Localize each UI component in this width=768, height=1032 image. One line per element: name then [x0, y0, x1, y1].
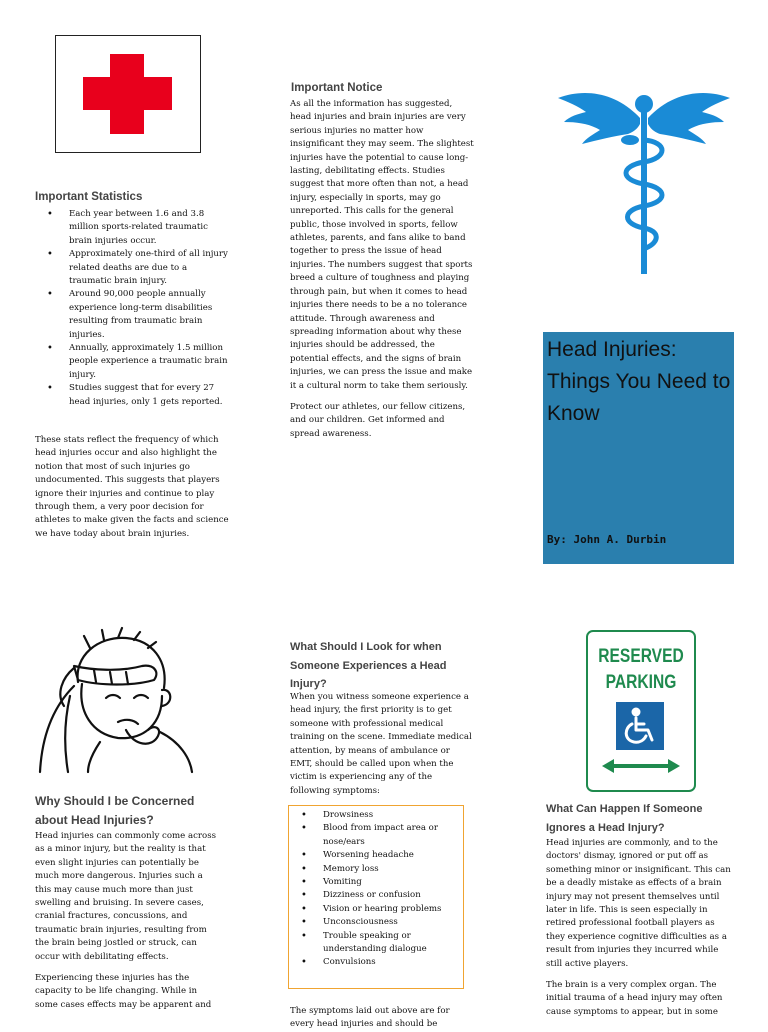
symptom-item: • Drowsiness	[323, 809, 463, 822]
reserved-parking-sign	[586, 630, 696, 792]
notice-paragraph-2: Protect our athletes, our fellow citizens, and our children. Get informed and spread awareness.	[290, 401, 466, 439]
symptom-item: • Convulsions	[323, 956, 463, 969]
notice-paragraph-1: As all the information has suggested, head injuries and brain injuries are very serious injuries no matter how insignificant they may seem. The slightest injuries have the potential to cause long-lasting, debilitating effects. Studies suggest that more often than not, a head injury, especially in sports, may go unreported. This calls for the general public, those involved in sports, fellow athletes, parents, and fans alike to band together to press the issue of head injuries. The numbers suggest that sports breed a culture of toughness and playing through pain, but when it comes to head injuries there needs to be a no tolerance attitude. Through awareness and spreading information about why these injuries should be addressed, the potential effects, and the signs of brain injuries, we can press the issue and make it a cultural norm to take them seriously.	[290, 99, 474, 391]
stats-heading: Important Statistics	[35, 191, 143, 203]
stat-item: • Studies suggest that for every 27 head injuries, only 1 gets reported.	[69, 382, 228, 409]
headache-boy-image	[34, 626, 196, 774]
symptom-item: • Worsening headache	[323, 849, 463, 862]
stat-item: • Around 90,000 people annually experience long-term disabilities resulting from traumatic brain injuries.	[69, 288, 228, 342]
sign-line-2: PARKING	[605, 672, 677, 693]
stat-item: • Approximately one-third of all injury related deaths are due to a traumatic brain injury.	[69, 248, 228, 288]
ignore-heading: What Can Happen If Someone Ignores a Head Injury?	[546, 803, 703, 834]
symptoms-list	[289, 809, 463, 970]
notice-body	[290, 98, 476, 449]
symptom-item: • Unconsciousness	[323, 916, 463, 929]
wheelchair-icon	[616, 702, 664, 750]
sign-line-1: RESERVED	[598, 646, 684, 667]
look-paragraph-1: When you witness someone experience a head injury, the first priority is to get someone with professional medical training on the scene. Immediate medical attention, by means of ambulance or EMT, should be called upon when the victim is experiencing any of the following symptoms:	[290, 692, 472, 796]
symptom-item: • Vomiting	[323, 876, 463, 889]
red-cross-horizontal	[83, 77, 172, 110]
look-heading: What Should I Look for when Someone Experiences a Head Injury?	[290, 641, 447, 690]
symptoms-box	[288, 805, 464, 989]
concern-paragraph-2: Experiencing these injuries has the capacity to be life changing. While in some cases effects may be apparent and	[35, 973, 212, 1010]
look-paragraph-2: The symptoms laid out above are for every head injuries and should be	[290, 1006, 450, 1030]
red-cross-image	[55, 35, 201, 153]
concern-body	[35, 830, 221, 1020]
stat-item: • Annually, approximately 1.5 million people experience a traumatic brain injury.	[69, 342, 228, 382]
stats-paragraph: These stats reflect the frequency of which head injuries occur and also highlight the notion that most of such injuries go undocumented. This suggests that players ignore their injuries and continue to play through them, a very poor decision for athletes to make given the facts and science we have today about brain injuries.	[35, 435, 229, 539]
byline: By: John A. Durbin	[547, 533, 667, 546]
stats-list	[35, 208, 228, 409]
symptom-item: • Dizziness or confusion	[323, 889, 463, 902]
concern-heading: Why Should I be Concerned about Head Injuries?	[35, 794, 195, 827]
caduceus-icon	[556, 78, 732, 278]
brochure-title: Head Injuries: Things You Need to Know	[547, 338, 731, 425]
ignore-paragraph-1: Head injuries are commonly, and to the doctors' dismay, ignored or put off as something minor or insignificant. This can be a deadly mistake as effects of a brain injury may not present themselves until later in life. This is seen especially in retired professional football players as they experience cognitive difficulties as a result from injuries they incurred while still active players.	[546, 838, 731, 969]
stats-list-container	[35, 208, 228, 409]
ignore-paragraph-2: The brain is a very complex organ. The initial trauma of a head injury may often cause symptoms to appear, but in some	[546, 980, 723, 1017]
symptom-item: • Vision or hearing problems	[323, 903, 463, 916]
symptom-item: • Blood from impact area or nose/ears	[323, 822, 463, 849]
stat-item: • Each year between 1.6 and 3.8 million sports-related traumatic brain injuries occur.	[69, 208, 228, 248]
notice-heading: Important Notice	[291, 82, 383, 94]
symptom-item: • Memory loss	[323, 863, 463, 876]
ignore-body	[546, 837, 736, 1027]
double-arrow-icon	[602, 758, 680, 774]
concern-paragraph-1: Head injuries can commonly come across as a minor injury, but the reality is that even slight injuries can potentially be much more dangerous. Injuries such a this may cause much more than just swelling and bruising. In severe cases, cranial fractures, concussions, and traumatic brain injuries, resulting from the brain being jostled or struck, can occur with debilitating effects.	[35, 831, 217, 962]
symptom-item: • Trouble speaking or understanding dialogue	[323, 930, 463, 957]
